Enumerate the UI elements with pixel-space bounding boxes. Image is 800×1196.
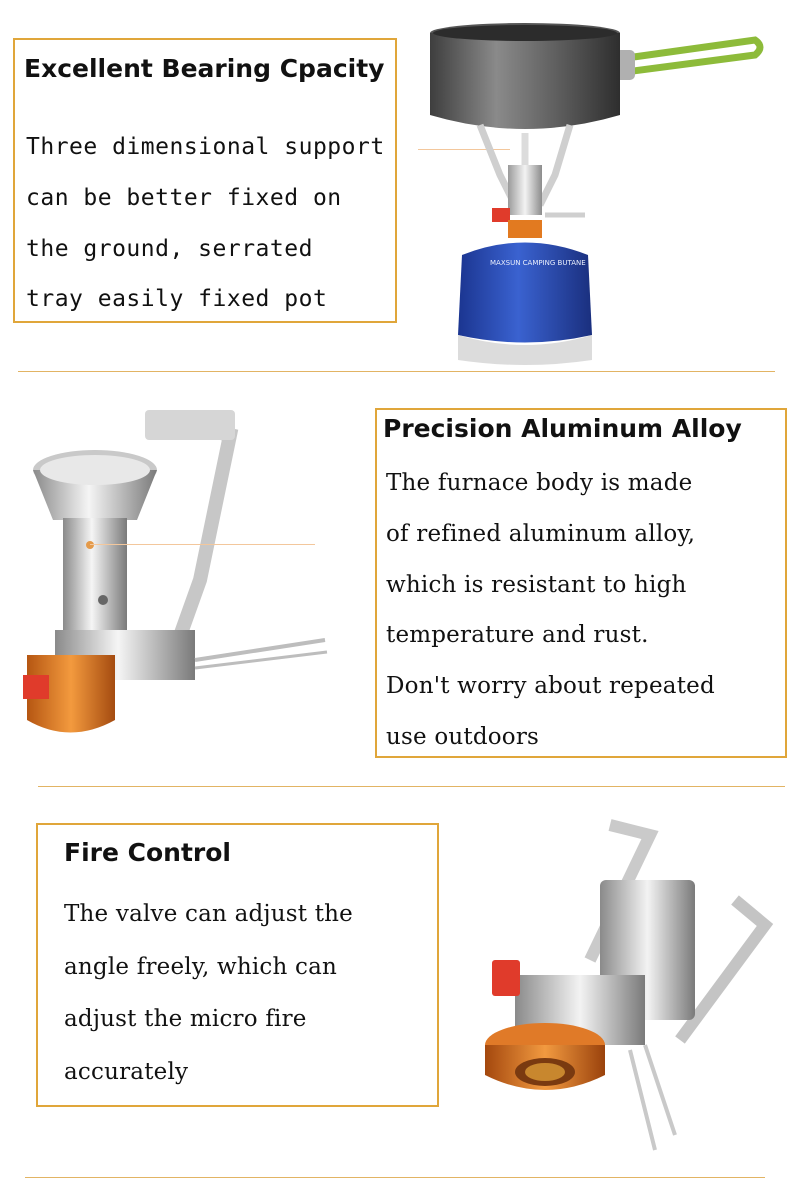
aluminum-alloy-title: Precision Aluminum Alloy bbox=[383, 414, 742, 443]
pointer-line-2 bbox=[90, 544, 315, 545]
fire-control-line-2: angle freely, which can bbox=[64, 954, 338, 980]
bearing-capacity-line-3: the ground, serrated bbox=[26, 236, 313, 262]
aluminum-burner-image bbox=[15, 400, 350, 750]
aluminum-alloy-line-3: which is resistant to high bbox=[386, 572, 687, 598]
separator-2 bbox=[38, 786, 785, 787]
separator-3 bbox=[25, 1177, 765, 1178]
aluminum-alloy-line-4: temperature and rust. bbox=[386, 622, 649, 648]
bearing-capacity-line-1: Three dimensional support bbox=[26, 134, 385, 160]
fire-control-line-3: adjust the micro fire bbox=[64, 1006, 307, 1032]
aluminum-alloy-line-5: Don't worry about repeated bbox=[386, 673, 715, 699]
valve-stove-image bbox=[480, 810, 790, 1160]
bearing-capacity-title: Excellent Bearing Cpacity bbox=[24, 54, 385, 83]
fire-control-title: Fire Control bbox=[64, 838, 231, 867]
aluminum-alloy-line-2: of refined aluminum alloy, bbox=[386, 521, 696, 547]
aluminum-alloy-line-6: use outdoors bbox=[386, 724, 540, 750]
bearing-capacity-line-2: can be better fixed on bbox=[26, 185, 342, 211]
fire-control-line-1: The valve can adjust the bbox=[64, 901, 353, 927]
bearing-capacity-line-4: tray easily fixed pot bbox=[26, 286, 328, 312]
canister-label: MAXSUN CAMPING BUTANE bbox=[490, 259, 586, 267]
stove-with-pot-image bbox=[420, 15, 780, 370]
aluminum-alloy-line-1: The furnace body is made bbox=[386, 470, 693, 496]
separator-1 bbox=[18, 371, 775, 372]
fire-control-line-4: accurately bbox=[64, 1059, 189, 1085]
